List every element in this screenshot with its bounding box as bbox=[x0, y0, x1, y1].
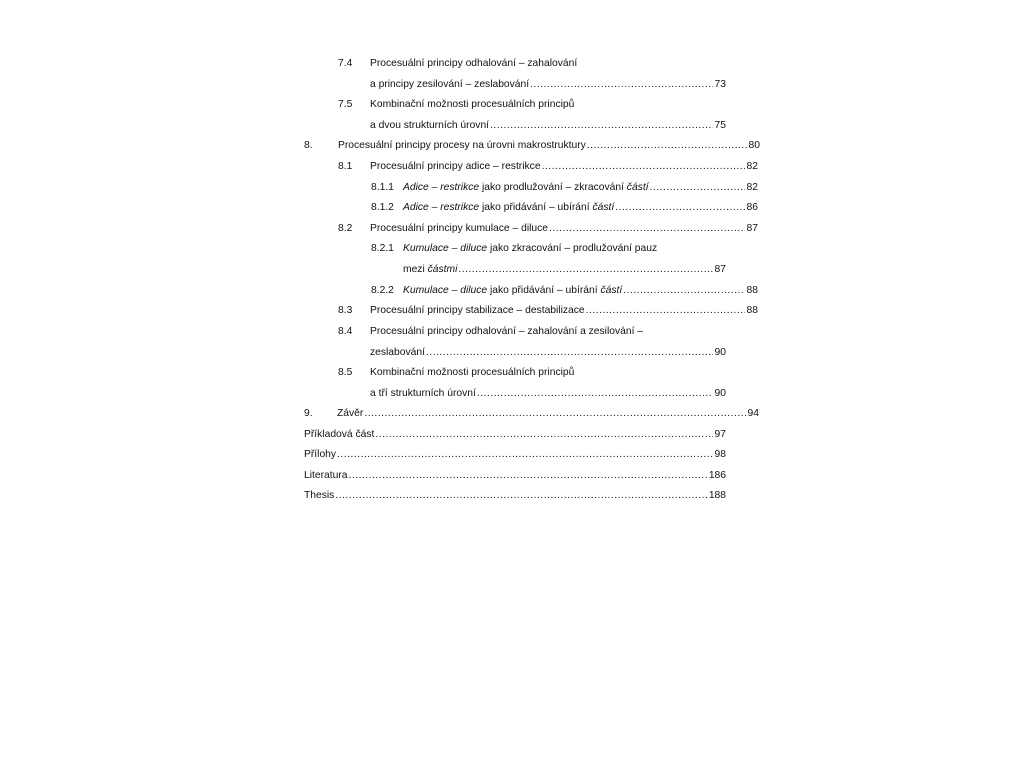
toc-number: 7.4 bbox=[338, 58, 353, 69]
toc-page-number: 73 bbox=[714, 79, 726, 90]
toc-label: Procesuální principy stabilizace – destabilizace bbox=[370, 305, 585, 316]
toc-label-italic-end: částí bbox=[592, 202, 615, 213]
toc-page-number: 188 bbox=[708, 490, 726, 501]
toc-leader-dots bbox=[458, 263, 712, 277]
toc-leader-dots bbox=[549, 222, 745, 236]
toc-entry-thesis[interactable] bbox=[304, 489, 726, 503]
toc-number: 8.4 bbox=[338, 326, 353, 337]
toc-label-italic-end: částí bbox=[600, 285, 623, 296]
toc-entry-8-5 bbox=[338, 366, 726, 380]
toc-page-number: 82 bbox=[746, 182, 758, 193]
toc-entry-8-2[interactable] bbox=[338, 222, 758, 236]
toc-entry-7-5 bbox=[338, 98, 726, 112]
toc-label: zeslabování bbox=[370, 347, 425, 358]
toc-number: 8.2.1 bbox=[371, 243, 394, 254]
toc-label-italic: Adice – restrikce bbox=[403, 182, 480, 193]
toc-page-number: 90 bbox=[714, 347, 726, 358]
toc-leader-dots bbox=[337, 448, 712, 462]
toc-entry-8-4 bbox=[338, 325, 726, 339]
toc-page-number: 97 bbox=[714, 429, 726, 440]
toc-label-italic: Kumulace – diluce bbox=[403, 285, 488, 296]
toc-leader-dots bbox=[615, 201, 744, 215]
toc-page-number: 90 bbox=[714, 388, 726, 399]
toc-entry-appendices[interactable] bbox=[304, 448, 726, 462]
toc-label bbox=[403, 242, 657, 256]
toc-page-number: 186 bbox=[708, 470, 726, 481]
toc-number: 8.2 bbox=[338, 223, 353, 234]
toc-page-number: 75 bbox=[714, 120, 726, 131]
toc-label bbox=[403, 181, 649, 195]
toc-label-italic: Kumulace – diluce bbox=[403, 243, 488, 254]
toc-label: Thesis bbox=[304, 490, 335, 501]
toc-number: 8.1.1 bbox=[371, 182, 394, 193]
toc-leader-dots bbox=[623, 284, 744, 298]
toc-entry-8-2-1-cont[interactable] bbox=[403, 263, 726, 277]
toc-entry-8-4-cont[interactable] bbox=[370, 346, 726, 360]
toc-label-italic-end: částí bbox=[626, 182, 649, 193]
toc-leader-dots bbox=[587, 139, 747, 153]
toc-entry-8[interactable] bbox=[304, 139, 760, 153]
toc-entry-8-5-cont[interactable] bbox=[370, 387, 726, 401]
toc-number: 8.1 bbox=[338, 161, 353, 172]
toc-label: a principy zesilování – zeslabování bbox=[370, 79, 530, 90]
toc-leader-dots bbox=[335, 489, 706, 503]
toc-page-number: 98 bbox=[714, 449, 726, 460]
toc-entry-literature[interactable] bbox=[304, 469, 726, 483]
toc-number: 8.3 bbox=[338, 305, 353, 316]
toc-leader-dots bbox=[650, 181, 745, 195]
toc-entry-8-1-1[interactable] bbox=[371, 181, 758, 195]
toc-leader-dots bbox=[477, 387, 713, 401]
toc-page-number: 80 bbox=[748, 140, 760, 151]
toc-label: Závěr bbox=[337, 408, 364, 419]
toc-entry-8-1[interactable] bbox=[338, 160, 758, 174]
toc-label: Literatura bbox=[304, 470, 348, 481]
toc-label bbox=[403, 284, 622, 298]
toc-page-number: 86 bbox=[746, 202, 758, 213]
toc-label: Procesuální principy procesy na úrovni makrostruktury bbox=[338, 140, 586, 151]
toc-label: Procesuální principy adice – restrikce bbox=[370, 161, 541, 172]
toc-number: 8.2.2 bbox=[371, 285, 394, 296]
toc-label-italic: Adice – restrikce bbox=[403, 202, 480, 213]
toc-entry-7-5-cont[interactable] bbox=[370, 119, 726, 133]
toc-label-rest: jako zkracování – prodlužování pauz bbox=[487, 243, 658, 254]
toc-label: Přílohy bbox=[304, 449, 337, 460]
toc-page-number: 88 bbox=[746, 305, 758, 316]
toc-entry-8-2-2[interactable] bbox=[371, 284, 758, 298]
toc-number: 7.5 bbox=[338, 99, 353, 110]
toc-entry-7-4-cont[interactable] bbox=[370, 78, 726, 92]
toc-leader-dots bbox=[349, 469, 707, 483]
toc-entry-8-2-1 bbox=[371, 242, 726, 256]
toc-leader-dots bbox=[490, 119, 712, 133]
toc-label bbox=[403, 201, 614, 215]
toc-page-number: 88 bbox=[746, 285, 758, 296]
toc-number: 9. bbox=[304, 408, 313, 419]
toc-page-number: 87 bbox=[714, 264, 726, 275]
toc-label-rest: jako prodlužování – zkracování bbox=[479, 182, 627, 193]
toc-label: Procesuální principy kumulace – diluce bbox=[370, 223, 548, 234]
toc-label-rest: mezi bbox=[403, 264, 428, 275]
toc-label: a tří strukturních úrovní bbox=[370, 388, 476, 399]
toc-label bbox=[403, 263, 457, 277]
toc-entry-9[interactable] bbox=[304, 407, 759, 421]
toc-leader-dots bbox=[530, 78, 712, 92]
toc-leader-dots bbox=[426, 346, 713, 360]
toc-label: Příkladová část bbox=[304, 429, 375, 440]
toc-label: Kombinační možnosti procesuálních principů bbox=[370, 99, 575, 110]
toc-page-number: 82 bbox=[746, 161, 758, 172]
toc-label-italic-end: částmi bbox=[427, 264, 458, 275]
toc-page-number: 87 bbox=[746, 223, 758, 234]
toc-number: 8.1.2 bbox=[371, 202, 394, 213]
toc-leader-dots bbox=[375, 428, 712, 442]
toc-page-number: 94 bbox=[747, 408, 759, 419]
toc-entry-examples[interactable] bbox=[304, 428, 726, 442]
toc-entry-7-4 bbox=[338, 57, 726, 71]
toc-number: 8.5 bbox=[338, 367, 353, 378]
toc-label: a dvou strukturních úrovní bbox=[370, 120, 490, 131]
toc-entry-8-3[interactable] bbox=[338, 304, 758, 318]
toc-label-rest: jako přidávání – ubírání bbox=[487, 285, 601, 296]
toc-entry-8-1-2[interactable] bbox=[371, 201, 758, 215]
toc-leader-dots bbox=[542, 160, 745, 174]
toc-label: Procesuální principy odhalování – zahalování bbox=[370, 58, 578, 69]
toc-leader-dots bbox=[586, 304, 745, 318]
toc-number: 8. bbox=[304, 140, 313, 151]
toc-label: Kombinační možnosti procesuálních principů bbox=[370, 367, 575, 378]
toc-leader-dots bbox=[364, 407, 745, 421]
toc-label-rest: jako přidávání – ubírání bbox=[479, 202, 593, 213]
toc-label: Procesuální principy odhalování – zahalování a zesilování – bbox=[370, 326, 644, 337]
